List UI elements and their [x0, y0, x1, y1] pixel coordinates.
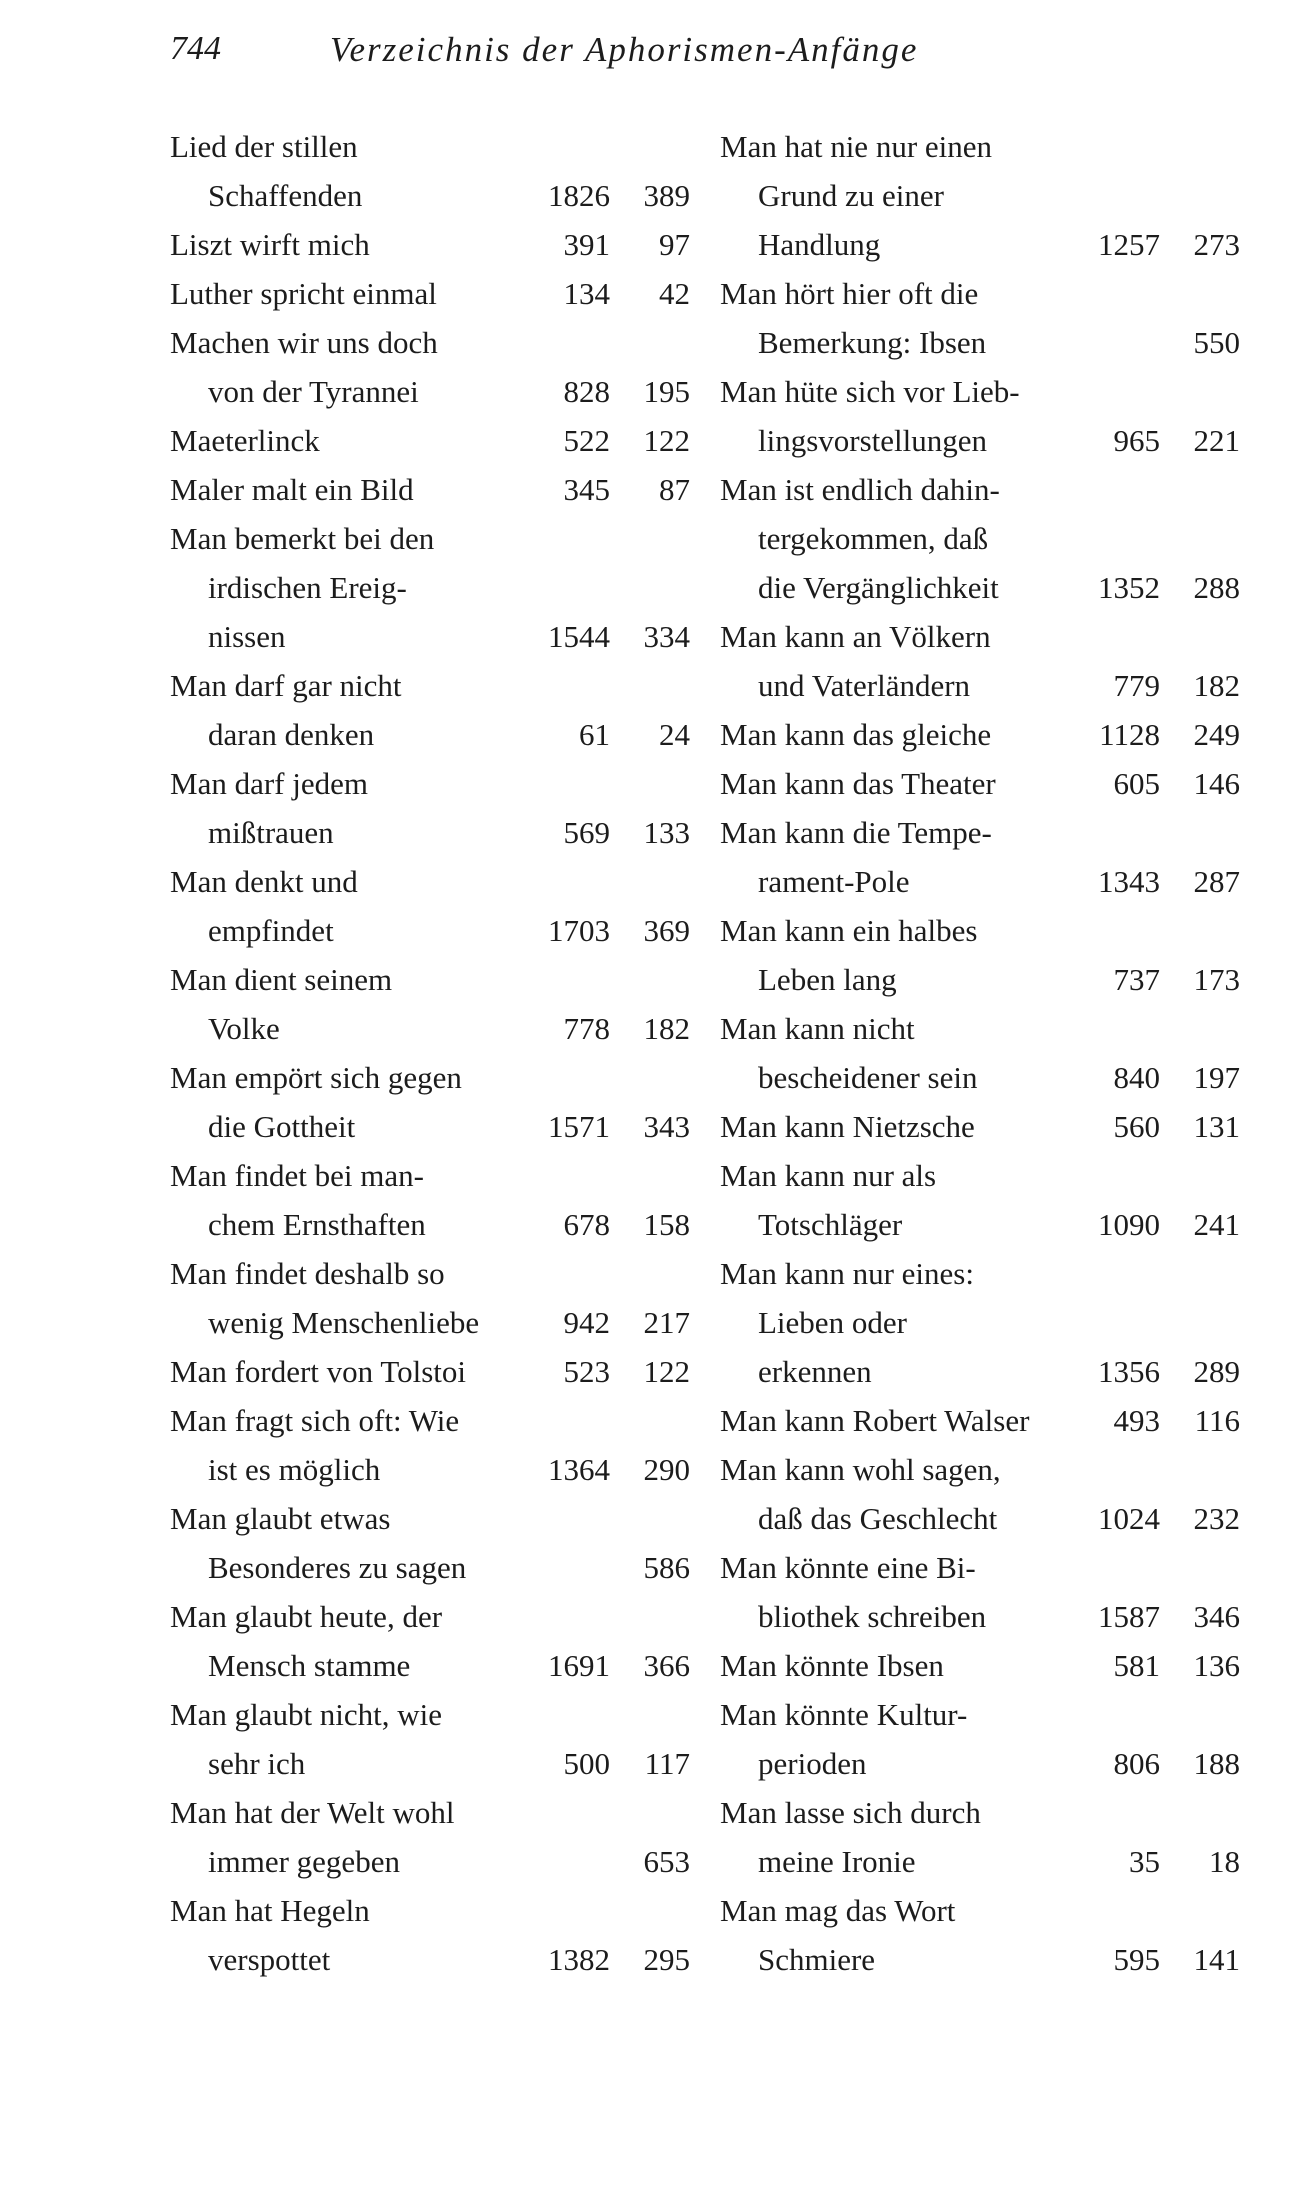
entry-continuation-line — [170, 710, 690, 759]
page-reference: 42 — [659, 276, 690, 311]
page-reference: 136 — [1193, 1648, 1240, 1683]
index-entry — [170, 1788, 690, 1886]
entry-text: meine Ironie — [758, 1844, 916, 1879]
entry-first-line — [170, 122, 690, 171]
entry-text: perioden — [758, 1746, 867, 1781]
entry-text: Man hört hier oft die — [720, 276, 979, 311]
page-reference: 173 — [1193, 962, 1240, 997]
page-reference: 133 — [643, 815, 690, 850]
entry-text: Man hat Hegeln — [170, 1893, 370, 1928]
page-reference: 182 — [643, 1011, 690, 1046]
index-entry — [170, 1690, 690, 1788]
page-reference: 287 — [1193, 864, 1240, 899]
aphorism-number: 806 — [1113, 1746, 1160, 1781]
entry-first-line — [170, 1788, 690, 1837]
entry-text: Man kann wohl sagen, — [720, 1452, 1001, 1487]
entry-continuation-line — [170, 1298, 690, 1347]
page-reference: 289 — [1193, 1354, 1240, 1389]
entry-continuation-line — [720, 171, 1240, 220]
entry-text: rament-Pole — [758, 864, 910, 899]
aphorism-number: 1356 — [1098, 1354, 1160, 1389]
page-reference: 366 — [643, 1648, 690, 1683]
entry-continuation-line — [720, 563, 1240, 612]
entry-continuation-line — [720, 1053, 1240, 1102]
aphorism-number: 595 — [1113, 1942, 1160, 1977]
index-entry — [170, 1053, 690, 1151]
page-reference: 131 — [1193, 1109, 1240, 1144]
entry-text: Man empört sich gegen — [170, 1060, 462, 1095]
page-reference: 249 — [1193, 717, 1240, 752]
aphorism-number: 1826 — [548, 178, 610, 213]
aphorism-number: 678 — [563, 1207, 610, 1242]
aphorism-number: 1257 — [1098, 227, 1160, 262]
index-column-left — [170, 122, 690, 1984]
entry-text: Man kann nur eines: — [720, 1256, 974, 1291]
aphorism-number: 1544 — [548, 619, 610, 654]
aphorism-number: 345 — [563, 472, 610, 507]
page-reference: 97 — [659, 227, 690, 262]
entry-text: Lieben oder — [758, 1305, 907, 1340]
entry-first-line — [720, 367, 1240, 416]
page-reference: 182 — [1193, 668, 1240, 703]
entry-first-line — [720, 1690, 1240, 1739]
entry-first-line — [170, 1592, 690, 1641]
aphorism-number: 61 — [579, 717, 610, 752]
entry-text: bescheidener sein — [758, 1060, 978, 1095]
entry-text: lingsvorstellungen — [758, 423, 988, 458]
entry-first-line — [720, 612, 1240, 661]
entry-text: Bemerkung: Ibsen — [758, 325, 987, 360]
index-entry — [170, 759, 690, 857]
entry-first-line — [720, 1396, 1240, 1445]
entry-text: Man kann das gleiche — [720, 717, 992, 752]
entry-continuation-line — [720, 416, 1240, 465]
entry-first-line — [720, 808, 1240, 857]
page-reference: 217 — [643, 1305, 690, 1340]
entry-text: Man kann nicht — [720, 1011, 915, 1046]
entry-continuation-line — [170, 906, 690, 955]
entry-continuation-line — [170, 808, 690, 857]
entry-text: Liszt wirft mich — [170, 227, 370, 262]
entry-text: Man hüte sich vor Lieb- — [720, 374, 1020, 409]
aphorism-number: 1128 — [1099, 717, 1160, 752]
entry-text: Grund zu einer — [758, 178, 944, 213]
page-reference: 288 — [1193, 570, 1240, 605]
index-entry — [720, 1249, 1240, 1396]
entry-first-line — [170, 955, 690, 1004]
entry-text: die Gottheit — [208, 1109, 356, 1144]
entry-text: Leben lang — [758, 962, 897, 997]
page-reference: 141 — [1193, 1942, 1240, 1977]
aphorism-number: 1382 — [548, 1942, 610, 1977]
entry-text: Man fragt sich oft: Wie — [170, 1403, 460, 1438]
index-entry — [170, 122, 690, 220]
page-reference: 18 — [1209, 1844, 1240, 1879]
entry-text: Man glaubt nicht, wie — [170, 1697, 443, 1732]
page-reference: 334 — [643, 619, 690, 654]
index-entry — [170, 220, 690, 269]
index-entry — [720, 612, 1240, 710]
page-reference: 158 — [643, 1207, 690, 1242]
page-reference: 87 — [659, 472, 690, 507]
entry-continuation-line — [720, 661, 1240, 710]
page-reference: 116 — [1194, 1403, 1240, 1438]
aphorism-number: 1691 — [548, 1648, 610, 1683]
entry-text: Man kann Nietzsche — [720, 1109, 975, 1144]
page-reference: 232 — [1193, 1501, 1240, 1536]
entry-text: die Vergänglichkeit — [758, 570, 999, 605]
entry-text: sehr ich — [208, 1746, 306, 1781]
index-entry — [720, 367, 1240, 465]
entry-text: Man bemerkt bei den — [170, 521, 435, 556]
entry-first-line — [170, 269, 690, 318]
page-reference: 122 — [643, 1354, 690, 1389]
running-header — [170, 30, 1170, 90]
page-reference: 369 — [643, 913, 690, 948]
index-entry — [720, 1690, 1240, 1788]
entry-continuation-line — [720, 1935, 1240, 1984]
entry-text: Man findet bei man- — [170, 1158, 424, 1193]
entry-first-line — [720, 1151, 1240, 1200]
entry-text: chem Ernsthaften — [208, 1207, 426, 1242]
page-reference: 197 — [1193, 1060, 1240, 1095]
entry-text: Man darf gar nicht — [170, 668, 402, 703]
entry-text: Lied der stillen — [170, 129, 358, 164]
page-reference: 550 — [1193, 325, 1240, 360]
entry-text: ist es möglich — [208, 1452, 381, 1487]
entry-continuation-line — [170, 1935, 690, 1984]
entry-text: erkennen — [758, 1354, 872, 1389]
entry-text: Man kann nur als — [720, 1158, 937, 1193]
entry-first-line — [720, 1641, 1240, 1690]
index-entry — [170, 1151, 690, 1249]
aphorism-number: 1364 — [548, 1452, 610, 1487]
aphorism-number: 134 — [563, 276, 610, 311]
aphorism-number: 965 — [1113, 423, 1160, 458]
entry-continuation-line — [720, 1347, 1240, 1396]
entry-text: Man kann ein halbes — [720, 913, 978, 948]
index-entry — [720, 1543, 1240, 1641]
aphorism-number: 778 — [563, 1011, 610, 1046]
page-reference: 122 — [643, 423, 690, 458]
entry-first-line — [170, 220, 690, 269]
entry-text: Man denkt und — [170, 864, 358, 899]
entry-text: Man könnte Kultur- — [720, 1697, 968, 1732]
index-entry — [170, 416, 690, 465]
entry-continuation-line — [170, 1641, 690, 1690]
entry-text: Maler malt ein Bild — [170, 472, 414, 507]
entry-continuation-line — [170, 367, 690, 416]
entry-text: Man glaubt etwas — [170, 1501, 391, 1536]
entry-continuation-line — [720, 1739, 1240, 1788]
aphorism-number: 523 — [563, 1354, 610, 1389]
entry-text: Man hat nie nur einen — [720, 129, 993, 164]
entry-text: und Vaterländern — [758, 668, 971, 703]
page-reference: 117 — [644, 1746, 690, 1781]
entry-continuation-line — [170, 563, 690, 612]
entry-first-line — [170, 1396, 690, 1445]
index-entry — [170, 514, 690, 661]
entry-continuation-line — [720, 318, 1240, 367]
entry-first-line — [720, 1886, 1240, 1935]
entry-continuation-line — [170, 1445, 690, 1494]
entry-continuation-line — [170, 1200, 690, 1249]
aphorism-number: 500 — [563, 1746, 610, 1781]
index-entry — [720, 808, 1240, 906]
entry-continuation-line — [720, 1298, 1240, 1347]
index-entry — [720, 1641, 1240, 1690]
entry-text: Man dient seinem — [170, 962, 393, 997]
aphorism-number: 581 — [1113, 1648, 1160, 1683]
entry-text: Handlung — [758, 227, 881, 262]
index-entry — [170, 269, 690, 318]
entry-first-line — [720, 906, 1240, 955]
page-reference: 195 — [643, 374, 690, 409]
index-entry — [720, 1445, 1240, 1543]
entry-first-line — [170, 416, 690, 465]
entry-first-line — [170, 514, 690, 563]
index-entry — [170, 1592, 690, 1690]
entry-text: Luther spricht einmal — [170, 276, 437, 311]
entry-text: Man ist endlich dahin- — [720, 472, 1000, 507]
entry-first-line — [720, 1004, 1240, 1053]
index-entry — [720, 1886, 1240, 1984]
entry-first-line — [720, 269, 1240, 318]
entry-text: verspottet — [208, 1942, 331, 1977]
aphorism-number: 493 — [1113, 1403, 1160, 1438]
page-reference: 273 — [1193, 227, 1240, 262]
page-reference: 146 — [1193, 766, 1240, 801]
entry-text: daß das Geschlecht — [758, 1501, 998, 1536]
page-reference: 346 — [1193, 1599, 1240, 1634]
entry-first-line — [720, 465, 1240, 514]
entry-first-line — [720, 710, 1240, 759]
aphorism-number: 1587 — [1098, 1599, 1160, 1634]
aphorism-number: 828 — [563, 374, 610, 409]
entry-text: Man mag das Wort — [720, 1893, 956, 1928]
page-reference: 295 — [643, 1942, 690, 1977]
index-entry — [170, 661, 690, 759]
entry-text: Man könnte Ibsen — [720, 1648, 944, 1683]
entry-text: daran denken — [208, 717, 375, 752]
index-entry — [170, 1249, 690, 1347]
entry-first-line — [170, 1494, 690, 1543]
entry-continuation-line — [170, 612, 690, 661]
index-entry — [720, 1004, 1240, 1102]
aphorism-number: 569 — [563, 815, 610, 850]
aphorism-number: 840 — [1113, 1060, 1160, 1095]
entry-continuation-line — [170, 1543, 690, 1592]
page-reference: 221 — [1193, 423, 1240, 458]
index-entry — [170, 1886, 690, 1984]
index-entry — [720, 269, 1240, 367]
entry-text: mißtrauen — [208, 815, 334, 850]
entry-continuation-line — [720, 955, 1240, 1004]
entry-continuation-line — [720, 1494, 1240, 1543]
entry-text: von der Tyrannei — [208, 374, 419, 409]
aphorism-number: 560 — [1113, 1109, 1160, 1144]
entry-first-line — [170, 1249, 690, 1298]
entry-first-line — [720, 759, 1240, 808]
entry-text: tergekommen, daß — [758, 521, 989, 556]
entry-continuation-line — [170, 171, 690, 220]
index-entry — [170, 1494, 690, 1592]
entry-text: bliothek schreiben — [758, 1599, 987, 1634]
entry-first-line — [170, 1053, 690, 1102]
page-reference: 389 — [643, 178, 690, 213]
index-entry — [720, 1151, 1240, 1249]
index-entry — [720, 906, 1240, 1004]
page-number: 744 — [170, 30, 221, 67]
entry-continuation-line — [170, 1102, 690, 1151]
aphorism-number: 522 — [563, 423, 610, 458]
entry-text: Machen wir uns doch — [170, 325, 438, 360]
entry-text: Man kann die Tempe- — [720, 815, 992, 850]
entry-text: Schmiere — [758, 1942, 876, 1977]
entry-first-line — [170, 1690, 690, 1739]
page-reference: 241 — [1193, 1207, 1240, 1242]
index-entry — [720, 122, 1240, 269]
entry-continuation-line — [720, 514, 1240, 563]
index-entry — [720, 1102, 1240, 1151]
entry-text: Man hat der Welt wohl — [170, 1795, 455, 1830]
aphorism-number: 1090 — [1098, 1207, 1160, 1242]
entry-text: Man könnte eine Bi- — [720, 1550, 976, 1585]
aphorism-number: 35 — [1129, 1844, 1160, 1879]
entry-continuation-line — [170, 1837, 690, 1886]
entry-continuation-line — [720, 1837, 1240, 1886]
entry-first-line — [170, 1886, 690, 1935]
aphorism-number: 391 — [563, 227, 610, 262]
index-entry — [170, 1347, 690, 1396]
index-entry — [720, 1396, 1240, 1445]
index-entry — [170, 318, 690, 416]
entry-text: immer gegeben — [208, 1844, 400, 1879]
entry-first-line — [170, 759, 690, 808]
entry-text: Man kann an Völkern — [720, 619, 991, 654]
entry-first-line — [170, 1347, 690, 1396]
entry-text: Man kann Robert Walser — [720, 1403, 1030, 1438]
page-reference: 290 — [643, 1452, 690, 1487]
entry-first-line — [170, 1151, 690, 1200]
entry-continuation-line — [720, 857, 1240, 906]
entry-text: nissen — [208, 619, 286, 654]
page-reference: 586 — [643, 1550, 690, 1585]
entry-text: Man darf jedem — [170, 766, 368, 801]
entry-text: irdischen Ereig- — [208, 570, 407, 605]
aphorism-number: 779 — [1113, 668, 1160, 703]
entry-text: Besonderes zu sagen — [208, 1550, 467, 1585]
entry-first-line — [170, 857, 690, 906]
entry-text: Man lasse sich durch — [720, 1795, 981, 1830]
index-entry — [720, 710, 1240, 759]
entry-text: Mensch stamme — [208, 1648, 411, 1683]
entry-continuation-line — [720, 1592, 1240, 1641]
index-entry — [720, 759, 1240, 808]
aphorism-number: 1703 — [548, 913, 610, 948]
entry-continuation-line — [720, 1200, 1240, 1249]
entry-text: Totschläger — [758, 1207, 903, 1242]
aphorism-number: 942 — [563, 1305, 610, 1340]
page-reference: 343 — [643, 1109, 690, 1144]
index-entry — [170, 857, 690, 955]
entry-text: empfindet — [208, 913, 334, 948]
aphorism-number: 1024 — [1098, 1501, 1160, 1536]
aphorism-number: 1352 — [1098, 570, 1160, 605]
index-entry — [720, 465, 1240, 612]
entry-first-line — [720, 1788, 1240, 1837]
entry-first-line — [720, 1102, 1240, 1151]
running-title: Verzeichnis der Aphorismen-Anfänge — [330, 30, 919, 69]
entry-continuation-line — [720, 220, 1240, 269]
entry-first-line — [170, 318, 690, 367]
aphorism-number: 1571 — [548, 1109, 610, 1144]
entry-text: Man fordert von Tolstoi — [170, 1354, 467, 1389]
index-entry — [720, 1788, 1240, 1886]
entry-continuation-line — [170, 1004, 690, 1053]
entry-first-line — [720, 1249, 1240, 1298]
entry-first-line — [720, 122, 1240, 171]
entry-first-line — [720, 1445, 1240, 1494]
index-entry — [170, 955, 690, 1053]
aphorism-number: 1343 — [1098, 864, 1160, 899]
index-column-right — [720, 122, 1240, 1984]
index-entry — [170, 465, 690, 514]
entry-text: Maeterlinck — [170, 423, 320, 458]
page-reference: 24 — [659, 717, 690, 752]
aphorism-number: 605 — [1113, 766, 1160, 801]
entry-text: Volke — [208, 1011, 280, 1046]
entry-text: Schaffenden — [208, 178, 363, 213]
entry-text: Man kann das Theater — [720, 766, 996, 801]
index-entry — [170, 1396, 690, 1494]
aphorism-number: 737 — [1113, 962, 1160, 997]
entry-continuation-line — [170, 1739, 690, 1788]
page-reference: 653 — [643, 1844, 690, 1879]
entry-first-line — [170, 661, 690, 710]
entry-text: wenig Menschenliebe — [208, 1305, 480, 1340]
entry-text: Man glaubt heute, der — [170, 1599, 443, 1634]
entry-first-line — [720, 1543, 1240, 1592]
entry-text: Man findet deshalb so — [170, 1256, 445, 1291]
entry-first-line — [170, 465, 690, 514]
page-reference: 188 — [1193, 1746, 1240, 1781]
